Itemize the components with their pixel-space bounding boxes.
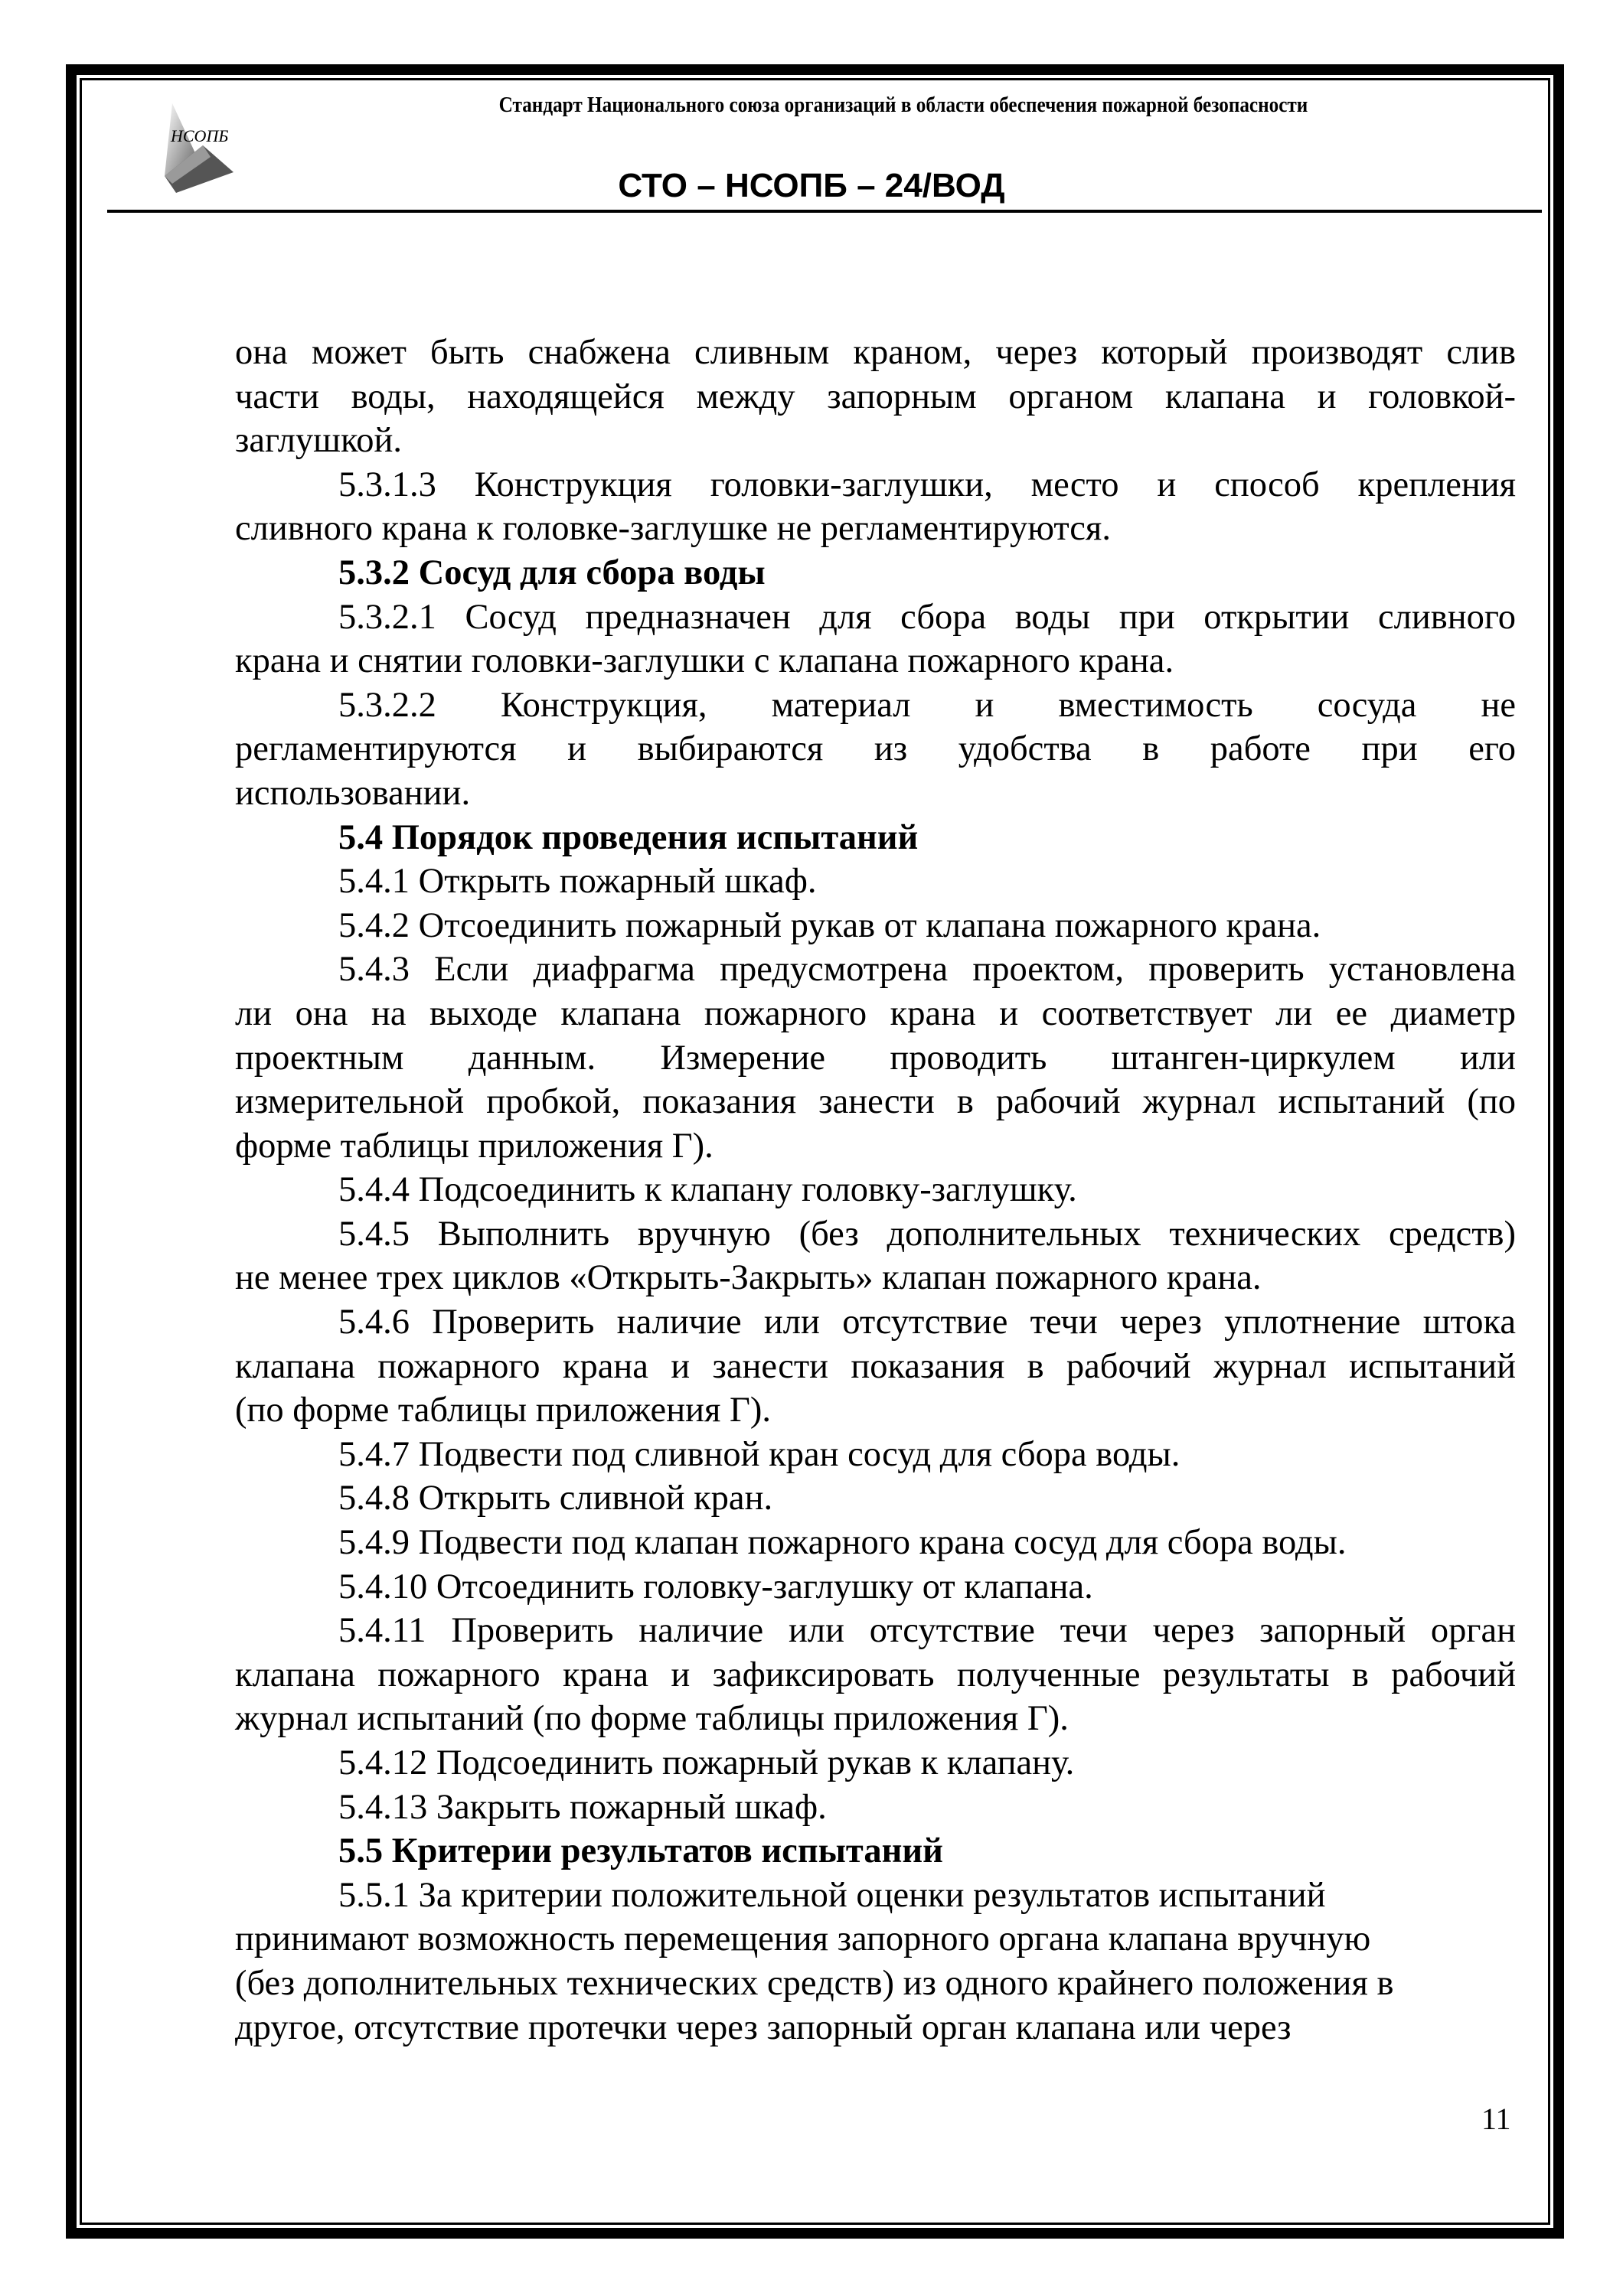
svg-text:НСОПБ: НСОПБ [171, 126, 229, 145]
paragraph [235, 1741, 1516, 1786]
text-line: 5.4.2 Отсоединить пожарный рукав от клапана пожарного крана. [338, 905, 1321, 945]
text-line: клапана пожарного крана и зафиксировать полученные результаты в рабочий [235, 1655, 1516, 1694]
text-line: 5.4.6 Проверить наличие или отсутствие течи через уплотнение штока [338, 1303, 1516, 1342]
document-body [235, 331, 1516, 2050]
text-line: 5.4.3 Если диафрагма предусмотрена проектом, проверить установлена [338, 950, 1516, 990]
paragraph [235, 1300, 1516, 1433]
text-line: 5.3.2 Сосуд для сбора воды [338, 553, 766, 592]
section-heading [235, 551, 1516, 595]
text-line: 5.4.5 Выполнить вручную (без дополнительных технических средств) [338, 1214, 1516, 1254]
paragraph [235, 1212, 1516, 1300]
text-line: 5.3.2.2 Конструкция, материал и вместимость сосуда не [338, 685, 1516, 725]
text-line: проектным данным. Измерение проводить штанген-циркулем или [235, 1038, 1516, 1078]
document-code: СТО – НСОПБ – 24/ВОД [618, 167, 1005, 204]
text-line: заглушкой. [235, 421, 402, 461]
text-line: 5.3.1.3 Конструкция головки-заглушки, место и способ крепления [338, 465, 1516, 504]
text-line: (по форме таблицы приложения Г). [235, 1391, 771, 1430]
text-line: измерительной пробкой, показания занести в рабочий журнал испытаний (по [235, 1082, 1516, 1122]
text-line: регламентируются и выбираются из удобства в работе при его [235, 729, 1516, 769]
text-line: другое, отсутствие протечки через запорный орган клапана или через [235, 2007, 1292, 2047]
text-line: 5.4.13 Закрыть пожарный шкаф. [338, 1787, 827, 1827]
text-line: ли она на выходе клапана пожарного крана и соответствует ли ее диаметр [235, 993, 1516, 1033]
text-line: сливного крана к головке-заглушке не регламентируются. [235, 509, 1111, 549]
text-line: 5.5 Критерии результатов испытаний [338, 1831, 943, 1871]
organization-title: Стандарт Национального союза организаций в области обеспечения пожарной безопасности [498, 93, 1308, 117]
text-line: 5.4.8 Открыть сливной кран. [338, 1479, 773, 1518]
paragraph [235, 331, 1516, 463]
header-divider [107, 210, 1542, 213]
text-line: 5.4.12 Подсоединить пожарный рукав к клапану. [338, 1743, 1075, 1782]
text-line: форме таблицы приложения Г). [235, 1126, 714, 1166]
text-line: 5.3.2.1 Сосуд предназначен для сбора воды при открытии сливного [338, 597, 1516, 637]
section-heading [235, 816, 1516, 860]
section-heading [235, 1829, 1516, 1874]
paragraph [235, 595, 1516, 683]
paragraph [235, 1521, 1516, 1565]
paragraph [235, 1609, 1516, 1741]
page-number: 11 [1481, 2102, 1511, 2136]
text-line: использовании. [235, 773, 471, 813]
paragraph [235, 1433, 1516, 1477]
paragraph [235, 1786, 1516, 1830]
paragraph [235, 463, 1516, 551]
text-line: 5.4.9 Подвести под клапан пожарного крана сосуд для сбора воды. [338, 1523, 1347, 1563]
text-line: журнал испытаний (по форме таблицы приложения Г). [235, 1699, 1069, 1739]
text-line: принимают возможность перемещения запорного органа клапана вручную [235, 1919, 1371, 1959]
paragraph [235, 683, 1516, 816]
text-line: она может быть снабжена сливным краном, через который производят слив [235, 333, 1516, 372]
text-line: 5.4.11 Проверить наличие или отсутствие течи через запорный орган [338, 1611, 1516, 1651]
text-line: 5.4.10 Отсоединить головку-заглушку от клапана. [338, 1567, 1093, 1606]
text-line: 5.5.1 За критерии положительной оценки результатов испытаний [338, 1875, 1326, 1915]
paragraph [235, 1565, 1516, 1609]
text-line: крана и снятии головки-заглушки с клапана пожарного крана. [235, 641, 1174, 681]
text-line: клапана пожарного крана и занести показания в рабочий журнал испытаний [235, 1346, 1516, 1386]
paragraph [235, 1168, 1516, 1212]
paragraph [235, 947, 1516, 1168]
text-line: не менее трех циклов «Открыть-Закрыть» клапан пожарного крана. [235, 1258, 1262, 1298]
paragraph [235, 1476, 1516, 1521]
text-line: части воды, находящейся между запорным органом клапана и головкой- [235, 377, 1516, 416]
text-line: (без дополнительных технических средств) из одного крайнего положения в [235, 1963, 1394, 2003]
paragraph [235, 1874, 1516, 2050]
paragraph [235, 859, 1516, 904]
text-line: 5.4 Порядок проведения испытаний [338, 817, 919, 857]
text-line: 5.4.4 Подсоединить к клапану головку-заглушку. [338, 1170, 1077, 1210]
text-line: 5.4.1 Открыть пожарный шкаф. [338, 862, 817, 902]
text-line: 5.4.7 Подвести под сливной кран сосуд для сбора воды. [338, 1434, 1181, 1474]
paragraph [235, 904, 1516, 948]
